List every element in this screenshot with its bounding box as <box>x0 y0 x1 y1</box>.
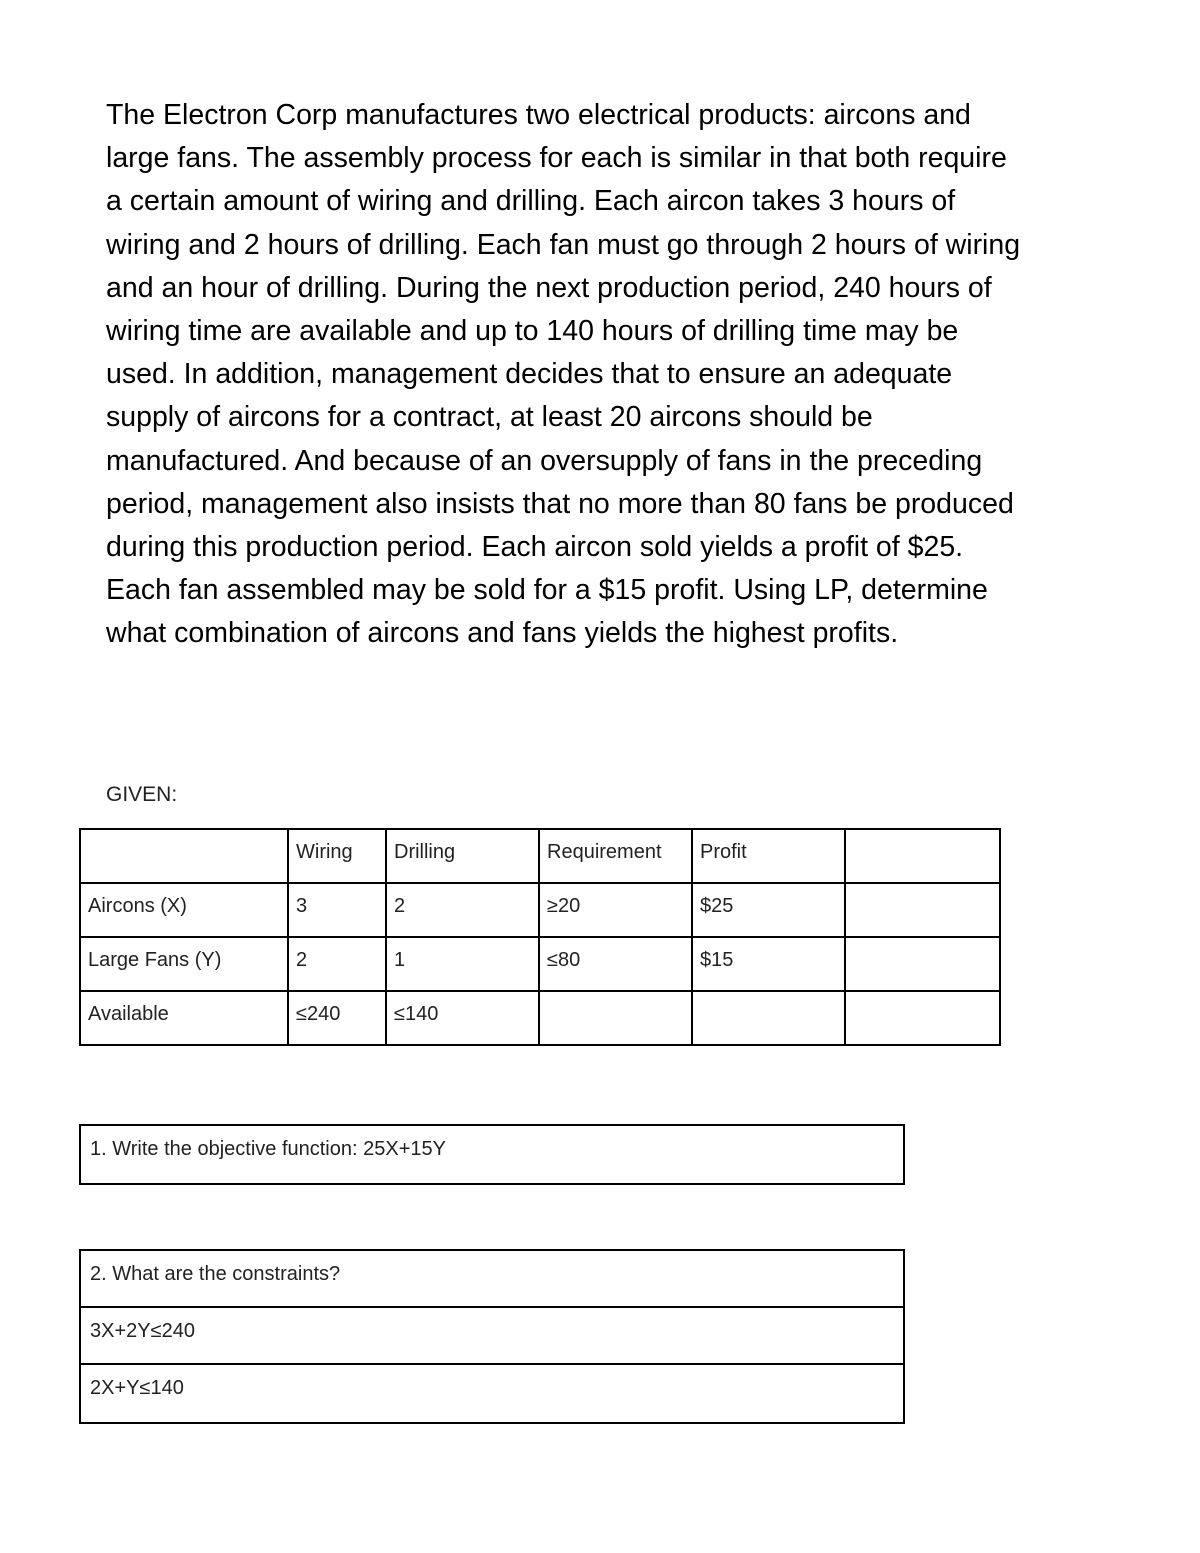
problem-line: manufactured. And because of an oversupply of fans in the preceding <box>106 444 983 477</box>
table-cell: Large Fans (Y) <box>80 937 288 991</box>
table-cell: ≤140 <box>386 991 539 1045</box>
table-cell: 1 <box>386 937 539 991</box>
given-table <box>79 828 1001 1046</box>
table-cell: 3 <box>288 883 386 937</box>
table-cell <box>539 991 692 1045</box>
table-row <box>80 937 1000 991</box>
table-cell: $15 <box>692 937 845 991</box>
table-cell: 2 <box>386 883 539 937</box>
constraints-question: 2. What are the constraints? <box>81 1251 903 1308</box>
problem-line: period, management also insists that no more than 80 fans be produced <box>106 487 1014 520</box>
header-cell-requirement: Requirement <box>539 829 692 883</box>
table-cell: Available <box>80 991 288 1045</box>
table-cell <box>845 937 1000 991</box>
header-cell <box>845 829 1000 883</box>
problem-line: wiring and 2 hours of drilling. Each fan must go through 2 hours of wiring <box>106 228 1021 261</box>
constraint-row: 2X+Y≤140 <box>90 1377 184 1399</box>
given-label: GIVEN: <box>106 783 178 806</box>
objective-function-text: 1. Write the objective function: 25X+15Y <box>90 1138 446 1160</box>
problem-line: supply of aircons for a contract, at least 20 aircons should be <box>106 401 873 434</box>
problem-line: and an hour of drilling. During the next production period, 240 hours of <box>106 271 992 304</box>
problem-line: during this production period. Each aircon sold yields a profit of $25. <box>106 531 964 564</box>
header-cell <box>80 829 288 883</box>
table-cell <box>845 883 1000 937</box>
table-cell: ≥20 <box>539 883 692 937</box>
table-cell <box>692 991 845 1045</box>
problem-line: what combination of aircons and fans yields the highest profits. <box>106 617 899 650</box>
table-row <box>80 991 1000 1045</box>
constraint-row: 3X+2Y≤240 <box>81 1308 903 1365</box>
constraints-box <box>79 1249 905 1424</box>
table-row <box>80 883 1000 937</box>
problem-line: used. In addition, management decides that to ensure an adequate <box>106 358 953 391</box>
table-cell <box>845 991 1000 1045</box>
problem-line: wiring time are available and up to 140 hours of drilling time may be <box>106 315 959 348</box>
header-cell-wiring: Wiring <box>288 829 386 883</box>
objective-function-box <box>79 1124 905 1185</box>
problem-line: large fans. The assembly process for each is similar in that both require <box>106 142 1007 175</box>
table-cell: ≤80 <box>539 937 692 991</box>
header-cell-profit: Profit <box>692 829 845 883</box>
header-cell-drilling: Drilling <box>386 829 539 883</box>
problem-line: a certain amount of wiring and drilling. Each aircon takes 3 hours of <box>106 185 956 218</box>
problem-line: Each fan assembled may be sold for a $15 profit. Using LP, determine <box>106 574 988 607</box>
table-header-row <box>80 829 1000 883</box>
table-cell: ≤240 <box>288 991 386 1045</box>
problem-line: The Electron Corp manufactures two electrical products: aircons and <box>106 99 971 131</box>
problem-statement <box>106 94 1146 656</box>
table-cell: Aircons (X) <box>80 883 288 937</box>
table-cell: $25 <box>692 883 845 937</box>
table-cell: 2 <box>288 937 386 991</box>
